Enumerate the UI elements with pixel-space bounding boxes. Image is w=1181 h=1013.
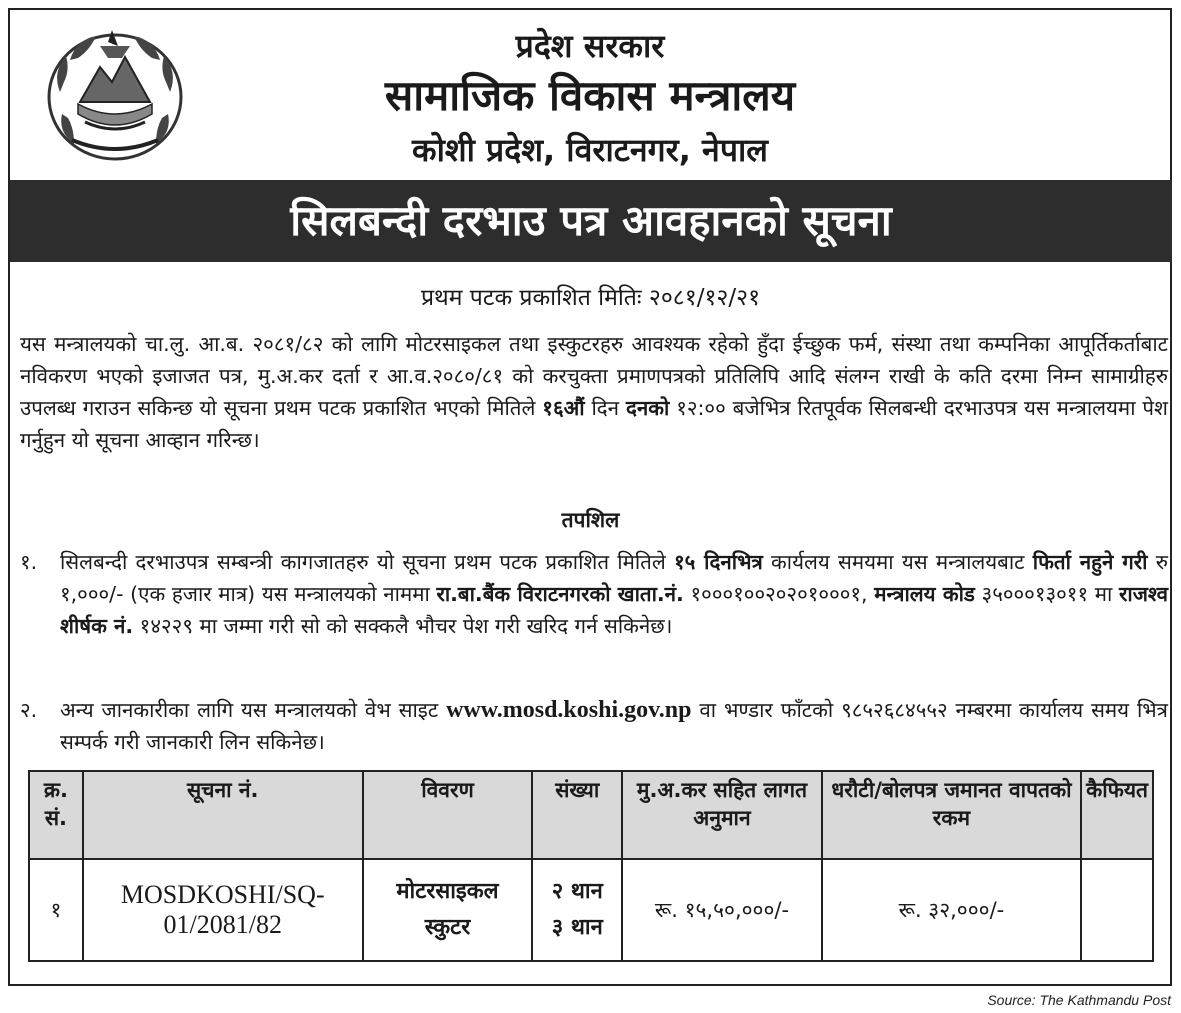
intro-bold-16th: १६औं [542, 396, 585, 420]
intro-bold-day: दनको [625, 396, 670, 420]
item1-bold-4: मन्त्रालय कोड [874, 582, 975, 606]
cell-serial: १ [29, 859, 83, 961]
col-quantity: संख्या [532, 771, 622, 859]
item1-text-6: १४२२९ मा जम्मा गरी सो को सक्कलै भौचर पेश गरी खरिद गर्न सकिनेछ। [133, 614, 673, 638]
item1-bold-3: रा.बा.बैंक विराटनगरको खाता.नं. [436, 582, 684, 606]
tender-table [28, 770, 1154, 962]
col-remarks: कैफियत [1081, 771, 1153, 859]
header-ministry-name: सामाजिक विकास मन्त्रालय [384, 71, 796, 120]
details-item-1 [20, 546, 1168, 642]
cell-notice-number: MOSDKOSHI/SQ-01/2081/82 [83, 859, 363, 961]
item1-text-2: कार्यलय समयमा यस मन्त्रालयबाट [762, 550, 1033, 574]
table-row [29, 859, 1153, 961]
item-number: १. [20, 550, 38, 574]
item1-bold-2: फिर्ता नहुने गरी [1032, 550, 1148, 574]
item1-text-5: ३५०००१३०११ मा [974, 582, 1120, 606]
nepal-government-emblem [40, 22, 190, 162]
item1-text-3: रु १,०००/- (एक हजार मात्र) यस मन्त्रालयको नाममा [60, 550, 1168, 606]
details-item-2 [20, 694, 1168, 758]
col-notice-number: सूचना नं. [83, 771, 363, 859]
intro-text-2: दिन [584, 396, 626, 420]
qty-scooter: ३ थान [551, 915, 603, 940]
intro-text-1: यस मन्त्रालयको चा.लु. आ.ब. २०८१/८२ को लागि मोटरसाइकल तथा इस्कुटरहरु आवश्यक रहेको हुँदा ईच्छुक फर्म, संस्था तथा कम्पनिका आपूर्तिकर्ताबाट नविकरण भएको इजाजत पत्र, मु.अ.कर दर्ता र आ.व.२०८०/८१ को करचुक्ता प्रमाणपत्रको प्रतिलिपि आदि संलग्न राखी के कति दरमा निम्न सामाग्रीहरु उपलब्ध गराउन सकिन्छ यो सूचना प्रथम पटक प्रकाशित भएको मितिले [20, 332, 1168, 420]
intro-paragraph [20, 328, 1168, 456]
source-credit: Source: The Kathmandu Post [987, 992, 1171, 1008]
item1-text-1: सिलबन्दी दरभाउपत्र सम्बन्त्री कागजातहरु यो सूचना प्रथम पटक प्रकाशित मितिले [60, 550, 674, 574]
notice-title-banner: सिलबन्दी दरभाउ पत्र आवहानको सूचना [10, 180, 1172, 262]
item1-bold-1: १५ दिनभित्र [674, 550, 763, 574]
item1-bold-5: राजश्व शीर्षक नं. [60, 582, 1169, 638]
item-number: २. [20, 698, 38, 722]
details-heading: तपशिल [561, 508, 620, 532]
desc-scooter: स्कुटर [424, 915, 471, 940]
cell-cost-estimate: रू. १५,५०,०००/- [622, 859, 822, 961]
item-text [60, 694, 1168, 758]
qty-motorcycle: २ थान [551, 879, 603, 904]
cell-quantity [532, 859, 622, 961]
col-description: विवरण [363, 771, 533, 859]
desc-motorcycle: मोटरसाइकल [396, 879, 499, 904]
intro-text-3: १२:०० बजेभित्र रितपूर्वक सिलबन्धी दरभाउपत्र यस मन्त्रालयमा पेश गर्नुहुन यो सूचना आव्हान गरिन्छ। [20, 396, 1168, 452]
item1-text-4: १०००१००२०२०१०००१, [683, 582, 875, 606]
col-serial: क्र. सं. [29, 771, 83, 859]
cell-remarks [1081, 859, 1153, 961]
first-publication-date: प्रथम पटक प्रकाशित मितिः २०८१/१२/२१ [420, 285, 761, 311]
cell-description [363, 859, 533, 961]
table-header-row [29, 771, 1153, 859]
website-url[interactable]: www.mosd.koshi.gov.np [446, 697, 692, 723]
col-cost-estimate: मु.अ.कर सहित लागत अनुमान [622, 771, 822, 859]
item2-text-1: अन्य जानकारीका लागि यस मन्त्रालयको वेभ साइट [60, 698, 447, 722]
item2-text-2: वा भण्डार फाँटको ९८५२६८४५५२ नम्बरमा कार्यालय समय भित्र सम्पर्क गरी जानकारी लिन सकिनेछ। [60, 698, 1168, 754]
header-province-government: प्रदेश सरकार [515, 27, 665, 65]
cell-deposit-amount: रू. ३२,०००/- [822, 859, 1081, 961]
item-text [60, 546, 1168, 642]
header-address: कोशी प्रदेश, विराटनगर, नेपाल [412, 131, 768, 169]
col-deposit-amount: धरौटी/बोलपत्र जमानत वापतको रकम [822, 771, 1081, 859]
